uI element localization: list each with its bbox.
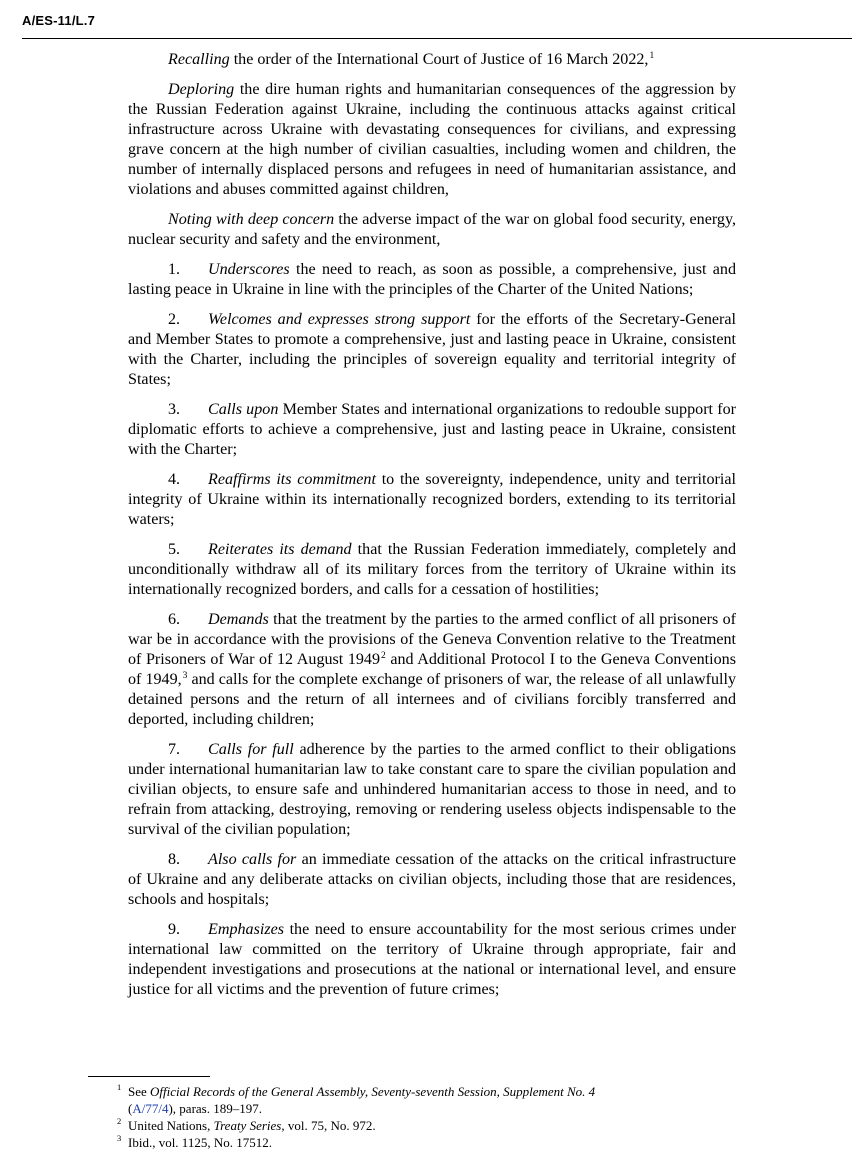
footnote-text: , vol. 75, No. 972.: [281, 1118, 376, 1133]
footnote-text: Ibid., vol. 1125, No. 17512.: [128, 1135, 272, 1150]
operative-text: to the sovereignty, independence, unity and territorial integrity of Ukraine within its internationally recognized borders, extending to its territorial waters;: [128, 471, 736, 528]
operative-paragraph-9: [128, 920, 736, 1000]
footnote-text: See: [128, 1084, 151, 1099]
preamble-lead: Noting with deep concern: [168, 211, 335, 228]
preamble-lead: Deploring: [168, 81, 235, 98]
operative-text: for the efforts of the Secretary-General and Member States to promote a comprehensive, just and lasting peace in Ukraine, consistent with the Charter, including the principles of sovereign equality and territorial integrity of States;: [128, 311, 737, 388]
preamble-lead: Recalling: [168, 51, 230, 68]
operative-text: the need to reach, as soon as possible, a comprehensive, just and lasting peace in Ukraine in line with the principles of the Charter of the United Nations;: [128, 261, 736, 298]
document-header: [22, 12, 852, 39]
paragraph-number: 4.: [168, 471, 181, 488]
footnote-separator: [88, 1076, 210, 1077]
preamble-paragraph-noting: [128, 210, 736, 250]
footnote-title: Treaty Series: [213, 1118, 282, 1133]
operative-paragraph-4: [128, 470, 736, 530]
footnote-title: Official Records of the General Assembly, Seventy-seventh Session, Supplement No. 4: [150, 1084, 596, 1099]
operative-lead: Also calls for: [208, 851, 297, 868]
paragraph-number: 9.: [168, 921, 181, 938]
footnote-marker: 3: [117, 1133, 122, 1143]
footnote-ref[interactable]: 1: [649, 51, 655, 61]
footnote-marker: 2: [117, 1116, 122, 1126]
resolution-body: [128, 50, 736, 1010]
preamble-text: the order of the International Court of Justice of 16 March 2022,: [229, 51, 649, 68]
footnote-marker: 1: [117, 1082, 122, 1092]
operative-lead: Calls for full: [208, 741, 294, 758]
preamble-paragraph-deploring: [128, 80, 736, 200]
footnote-text: (: [128, 1101, 133, 1116]
operative-lead: Emphasizes: [208, 921, 284, 938]
document-link-a-77-4[interactable]: A/77/4: [132, 1101, 169, 1116]
operative-paragraph-7: [128, 740, 736, 840]
operative-lead: Calls upon: [208, 401, 279, 418]
footnote-ref[interactable]: 3: [182, 671, 188, 681]
operative-paragraph-1: [128, 260, 736, 300]
operative-paragraph-6: [128, 610, 736, 730]
operative-text: and calls for the complete exchange of prisoners of war, the release of all unlawfully detained persons and the return of all internees and of civilians forcibly transferred and deported, including children;: [128, 671, 736, 728]
operative-text: Member States and international organizations to redouble support for diplomatic efforts to achieve a comprehensive, just and lasting peace in Ukraine, consistent with the Charter;: [128, 401, 736, 458]
footnote-text: United Nations,: [128, 1118, 214, 1133]
preamble-paragraph-recalling: [128, 50, 736, 70]
document-symbol: A/ES-11/L.7: [22, 13, 96, 28]
footnotes: [117, 1082, 738, 1151]
operative-lead: Reiterates its demand: [208, 541, 352, 558]
footnote-3: [117, 1133, 738, 1151]
operative-text: and Additional Protocol I to the Geneva Conventions of 1949,: [128, 651, 736, 688]
paragraph-number: 7.: [168, 741, 181, 758]
paragraph-number: 6.: [168, 611, 181, 628]
operative-lead: Reaffirms its commitment: [208, 471, 376, 488]
operative-text: adherence by the parties to the armed conflict to their obligations under international humanitarian law to take constant care to spare the civilian population and civilian objects, to ensure safe and unhindered humanitarian access to those in need, and to refrain from attacking, destroying, removing or rendering useless objects indispensable to the survival of the civilian population;: [128, 741, 736, 838]
operative-lead: Demands: [208, 611, 269, 628]
operative-lead: Welcomes and expresses strong support: [208, 311, 471, 328]
operative-paragraph-2: [128, 310, 736, 390]
footnote-2: [117, 1116, 738, 1134]
paragraph-number: 1.: [168, 261, 181, 278]
operative-text: that the treatment by the parties to the armed conflict of all prisoners of war be in accordance with the provisions of the Geneva Convention relative to the Treatment of Prisoners of War of 12 August 1949: [128, 611, 736, 668]
preamble-text: the adverse impact of the war on global food security, energy, nuclear security and safety and the environment,: [128, 211, 736, 248]
operative-text: an immediate cessation of the attacks on the critical infrastructure of Ukraine and any deliberate attacks on civilian objects, including those that are residences, schools and hospitals;: [128, 851, 736, 908]
paragraph-number: 8.: [168, 851, 181, 868]
paragraph-number: 3.: [168, 401, 181, 418]
operative-paragraph-5: [128, 540, 736, 600]
paragraph-number: 2.: [168, 311, 181, 328]
footnote-1: [117, 1082, 738, 1117]
paragraph-number: 5.: [168, 541, 181, 558]
footnote-ref[interactable]: 2: [381, 651, 386, 661]
preamble-text: the dire human rights and humanitarian consequences of the aggression by the Russian Federation against Ukraine, including the continuous attacks against critical infrastructure across Ukraine with devastating consequences for civilians, and expressing grave concern at the high number of civilian casualties, including women and children, the number of internally displaced persons and refugees in need of humanitarian assistance, and violations and abuses committed against children,: [128, 81, 736, 198]
operative-lead: Underscores: [208, 261, 290, 278]
footnote-text: ), paras. 189–197.: [168, 1101, 262, 1116]
operative-text: that the Russian Federation immediately, completely and unconditionally withdraw all of its military forces from the territory of Ukraine within its internationally recognized borders, and calls for a cessation of hostilities;: [128, 541, 736, 598]
operative-text: the need to ensure accountability for the most serious crimes under international law committed on the territory of Ukraine through appropriate, fair and independent investigations and prosecutions at the national or international level, and ensure justice for all victims and the prevention of future crimes;: [128, 921, 736, 998]
operative-paragraph-8: [128, 850, 736, 910]
operative-paragraph-3: [128, 400, 736, 460]
